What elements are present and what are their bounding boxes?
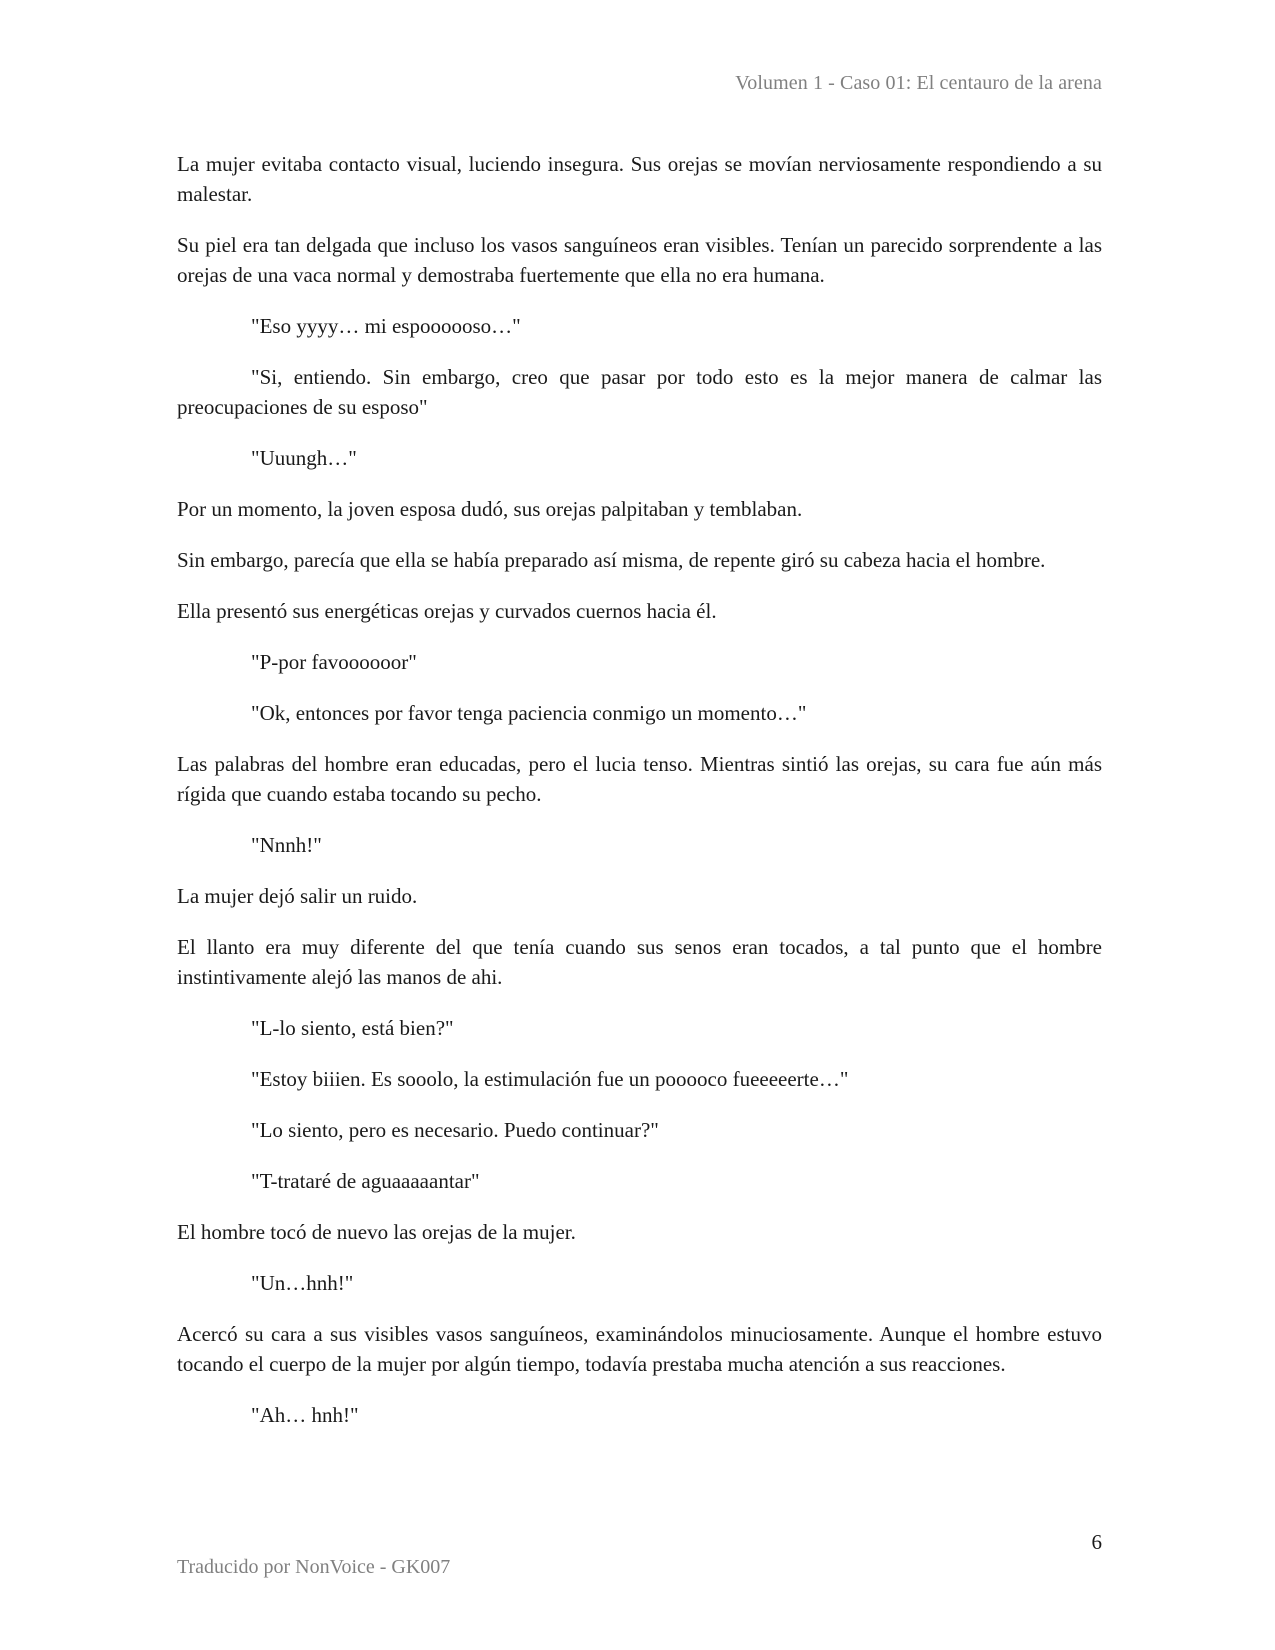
paragraph: Las palabras del hombre eran educadas, pero el lucia tenso. Mientras sintió las orejas, su cara fue aún más rígida que cuando estaba tocando su pecho. xyxy=(177,752,1102,806)
paragraph: El hombre tocó de nuevo las orejas de la mujer. xyxy=(177,1220,576,1244)
body-text xyxy=(177,149,1102,1451)
paragraph: La mujer evitaba contacto visual, luciendo insegura. Sus orejas se movían nerviosamente respondiendo a su malestar. xyxy=(177,152,1102,206)
dialogue-line: "Un…hnh!" xyxy=(251,1271,354,1295)
paragraph: Ella presentó sus energéticas orejas y curvados cuernos hacia él. xyxy=(177,599,717,623)
dialogue-line: "Eso yyyy… mi espoooooso…" xyxy=(251,314,521,338)
dialogue-line: "Lo siento, pero es necesario. Puedo continuar?" xyxy=(251,1118,659,1142)
dialogue-line: "Ah… hnh!" xyxy=(251,1403,359,1427)
paragraph: Por un momento, la joven esposa dudó, sus orejas palpitaban y temblaban. xyxy=(177,497,803,521)
paragraph: La mujer dejó salir un ruido. xyxy=(177,884,418,908)
page-number: 6 xyxy=(1091,1530,1102,1554)
dialogue-line: "T-trataré de aguaaaaantar" xyxy=(251,1169,480,1193)
paragraph: El llanto era muy diferente del que tenía cuando sus senos eran tocados, a tal punto que el hombre instintivamente alejó las manos de ahi. xyxy=(177,935,1102,989)
paragraph: Sin embargo, parecía que ella se había preparado así misma, de repente giró su cabeza hacia el hombre. xyxy=(177,548,1046,572)
dialogue-line: "Si, entiendo. Sin embargo, creo que pasar por todo esto es la mejor manera de calmar las preocupaciones de su esposo" xyxy=(177,365,1102,419)
running-header: Volumen 1 - Caso 01: El centauro de la arena xyxy=(735,72,1102,94)
dialogue-line: "Uuungh…" xyxy=(251,446,357,470)
dialogue-line: "P-por favoooooor" xyxy=(251,650,417,674)
dialogue-line: "L-lo siento, está bien?" xyxy=(251,1016,454,1040)
dialogue-line: "Nnnh!" xyxy=(251,833,322,857)
dialogue-line: "Ok, entonces por favor tenga paciencia conmigo un momento…" xyxy=(251,701,807,725)
translator-credit: Traducido por NonVoice - GK007 xyxy=(177,1556,451,1578)
paragraph: Su piel era tan delgada que incluso los vasos sanguíneos eran visibles. Tenían un parecido sorprendente a las orejas de una vaca normal y demostraba fuertemente que ella no era humana. xyxy=(177,233,1102,287)
paragraph: Acercó su cara a sus visibles vasos sanguíneos, examinándolos minuciosamente. Aunque el hombre estuvo tocando el cuerpo de la mujer por algún tiempo, todavía prestaba mucha atención a sus reacciones. xyxy=(177,1322,1102,1376)
dialogue-line: "Estoy biiien. Es sooolo, la estimulación fue un pooooco fueeeeerte…" xyxy=(251,1067,849,1091)
